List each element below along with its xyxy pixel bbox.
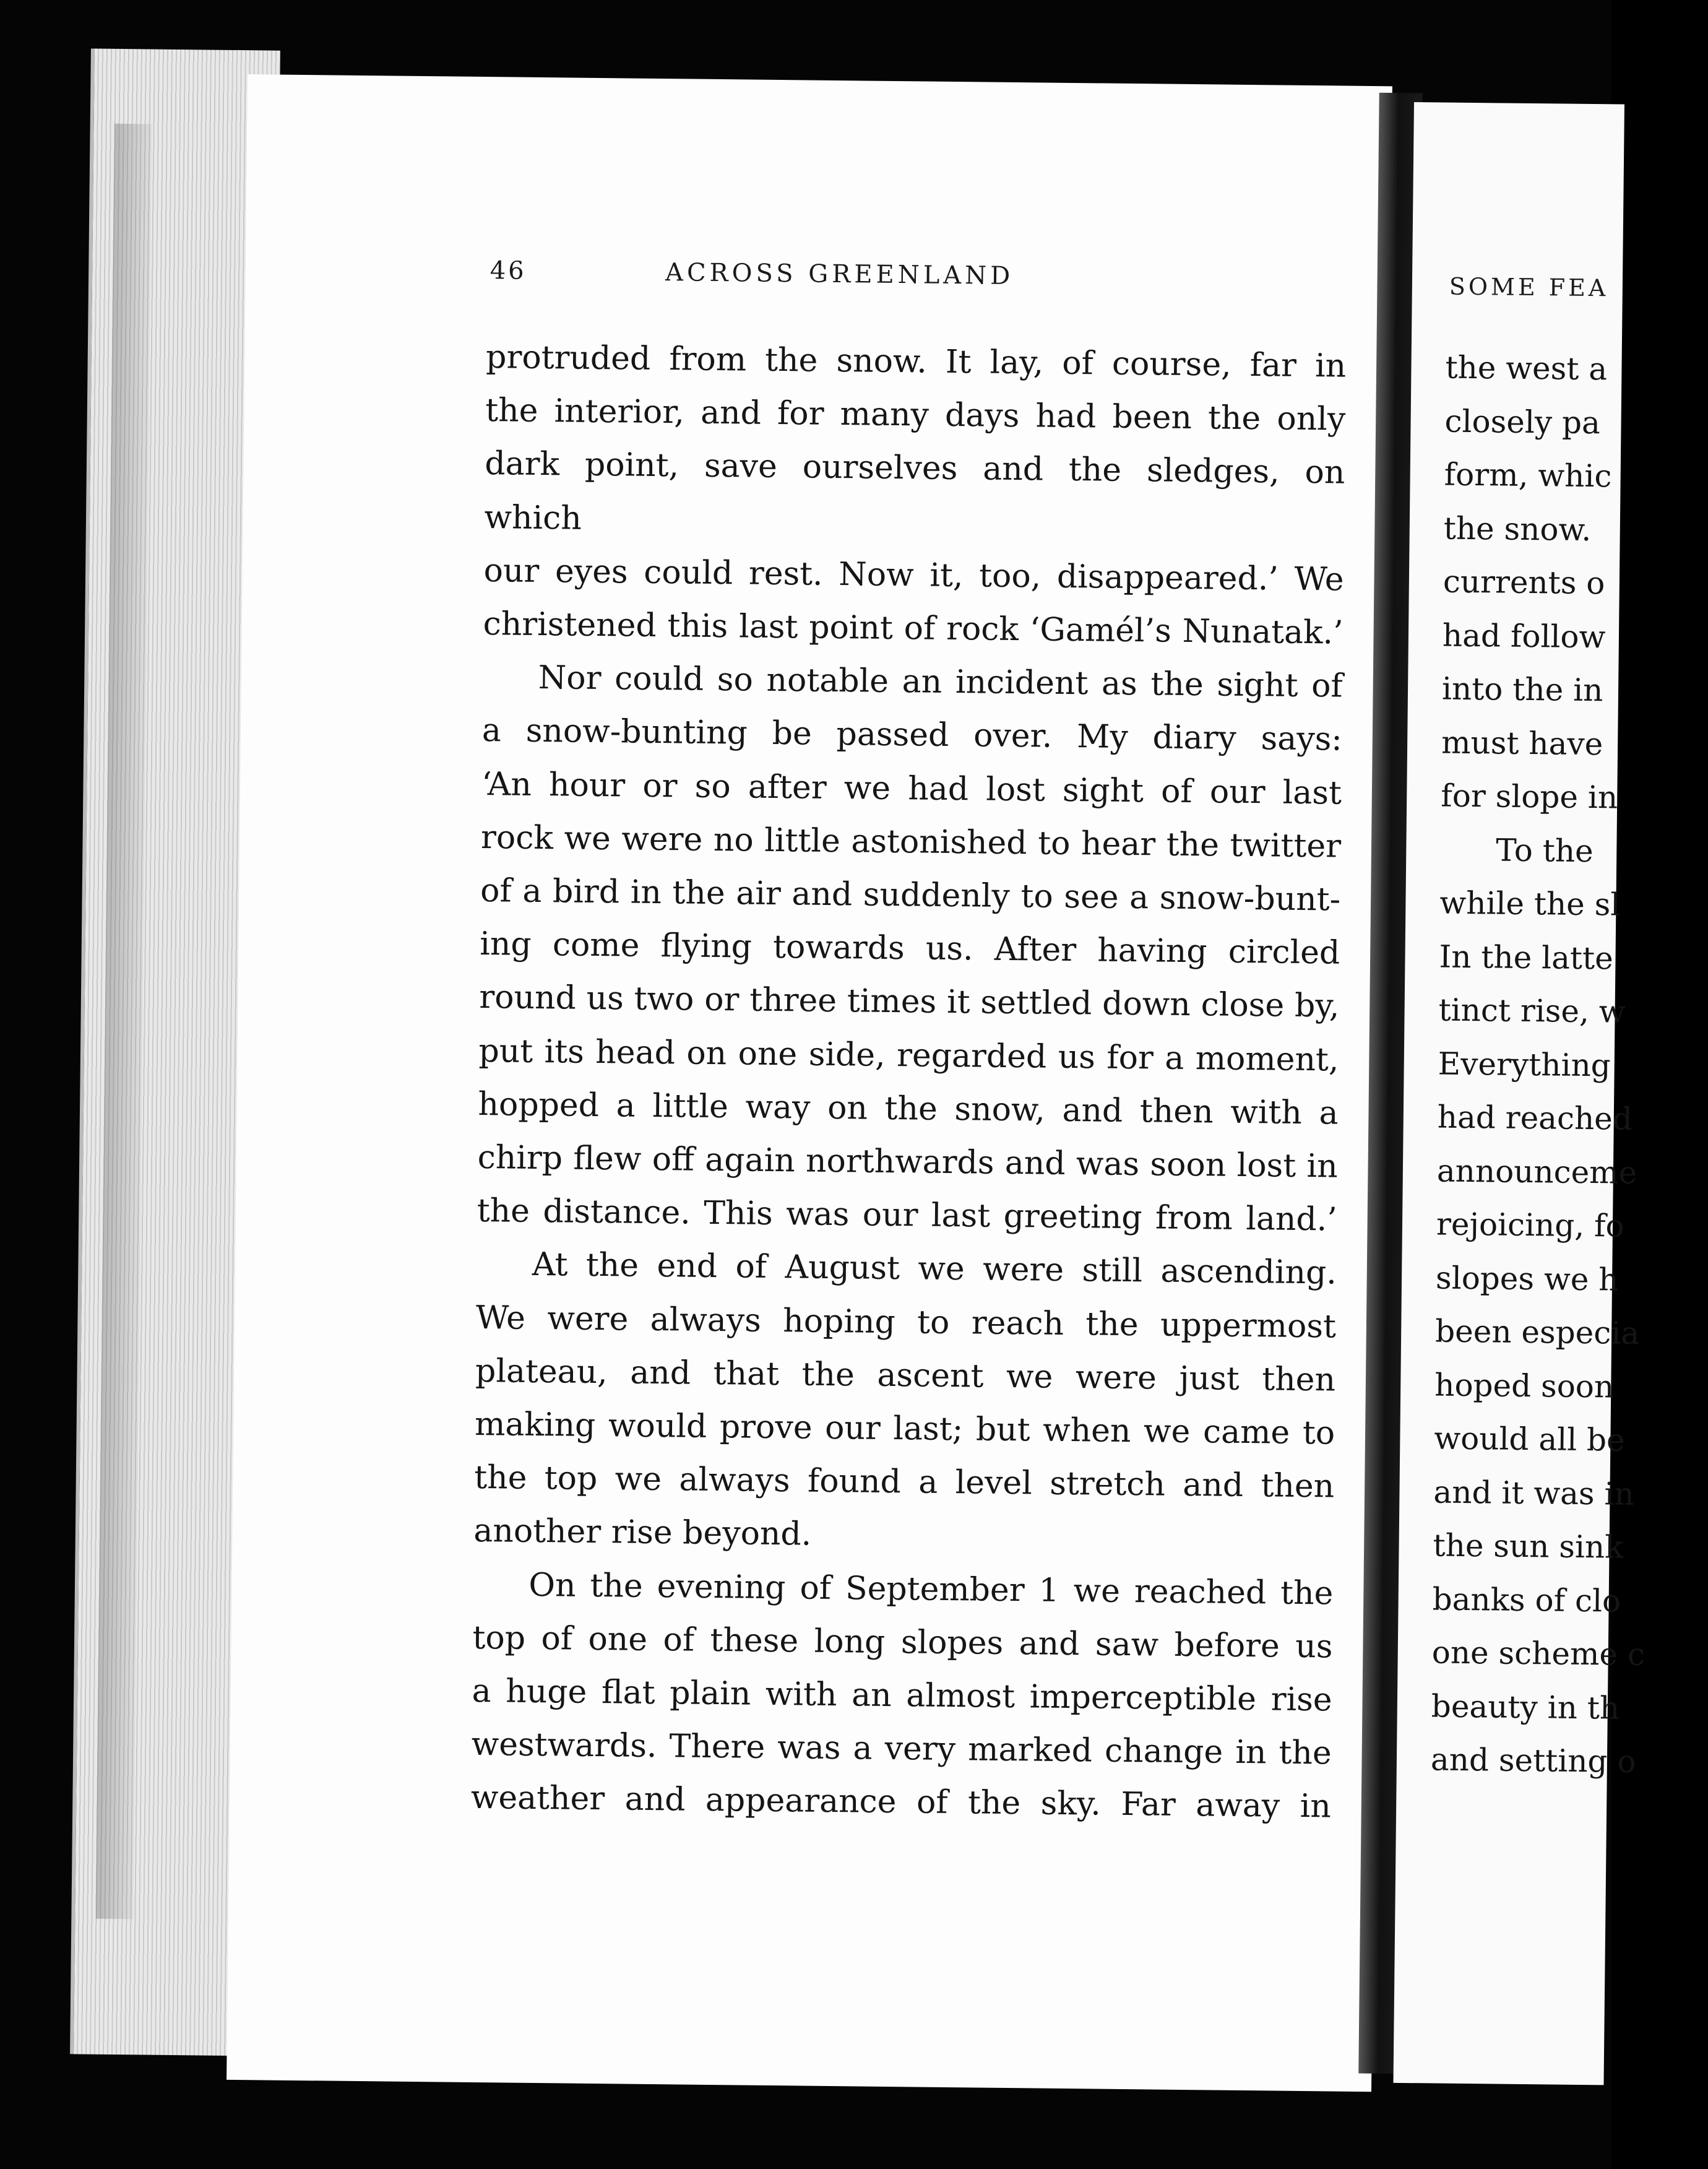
paragraph — [483, 331, 1346, 660]
paragraph — [470, 1558, 1333, 1834]
text-line: dark point, save ourselves and the sledges, on which — [484, 445, 1345, 537]
text-line: a snow-bunting be passed over. My diary says: — [481, 712, 1343, 759]
right-page — [1393, 102, 1645, 2085]
text-line: plateau, and that the ascent we were just then — [475, 1352, 1336, 1399]
text-line: To the — [1496, 831, 1594, 869]
text-line: currents o — [1443, 563, 1605, 602]
text-line: protruded from the snow. It lay, of course, far in — [485, 339, 1347, 385]
text-line: hopped a little way on the snow, and then with a — [478, 1085, 1339, 1132]
text-line: one scheme c — [1431, 1634, 1645, 1673]
text-line: ing come flying towards us. After having circled — [479, 925, 1340, 972]
text-line: westwards. There was a very marked change in the — [471, 1726, 1332, 1772]
text-line: our eyes could rest. Now it, too, disappeared.’ We — [483, 552, 1344, 599]
text-line: announceme — [1436, 1152, 1637, 1191]
text-line: the distance. This was our last greeting from land.’ — [477, 1192, 1338, 1239]
text-line: christened this last point of rock ‘Gamél’s Nunatak.’ — [483, 605, 1344, 652]
text-line: the snow. — [1443, 510, 1592, 548]
text-line: Everything — [1438, 1045, 1611, 1083]
text-line: round us two or three times it settled down close by, — [479, 979, 1340, 1025]
text-line: beauty in th — [1431, 1687, 1620, 1726]
text-line: making would prove our last; but when we came to — [474, 1406, 1335, 1452]
text-line: must have — [1441, 724, 1603, 762]
text-line: closely pa — [1444, 403, 1601, 441]
text-line: while the sl — [1439, 885, 1621, 923]
text-line: chirp flew off again northwards and was soon lost in — [477, 1139, 1338, 1185]
text-line: the top we always found a level stretch and then — [473, 1459, 1335, 1505]
text-line: the west a — [1445, 349, 1608, 387]
text-line: On the evening of September 1 we reached the — [528, 1566, 1334, 1613]
text-line: been especia — [1434, 1313, 1640, 1351]
text-line: for slope in — [1440, 777, 1618, 816]
text-line: another rise beyond. — [473, 1512, 812, 1554]
text-line: the interior, and for many days had been the only — [485, 392, 1346, 438]
text-line: Nor could so notable an incident as the sight of — [538, 659, 1344, 705]
text-line: slopes we h — [1435, 1259, 1619, 1298]
running-head-title: ACROSS GREENLAND — [665, 258, 1014, 290]
text-line: the sun sink — [1433, 1527, 1624, 1565]
text-line: rock we were no little astonished to hear the twitter — [480, 818, 1342, 865]
left-body-text — [470, 331, 1346, 1833]
text-line: top of one of these long slopes and saw before us — [472, 1619, 1333, 1666]
text-line: hoped soon — [1434, 1366, 1615, 1405]
text-line: put its head on one side, regarded us for a moment, — [478, 1032, 1339, 1079]
text-line: tinct rise, w — [1438, 992, 1626, 1030]
right-body-text — [1431, 341, 1706, 1790]
paragraph — [477, 651, 1343, 1247]
text-line: rejoicing, fo — [1436, 1206, 1624, 1244]
page-number: 46 — [490, 256, 527, 285]
text-line: weather and appearance of the sky. Far away in — [470, 1779, 1332, 1825]
text-line: form, whic — [1444, 456, 1612, 495]
text-line: into the in — [1441, 670, 1603, 709]
text-line: and setting o — [1430, 1741, 1636, 1780]
text-line: would all be — [1434, 1420, 1625, 1458]
text-line: had follow — [1442, 617, 1606, 655]
text-line: banks of clo — [1432, 1580, 1621, 1619]
text-line: ‘An hour or so after we had lost sight of our last — [481, 765, 1342, 812]
text-line: a huge flat plain with an almost imperceptible rise — [472, 1673, 1332, 1719]
text-line: We were always hoping to reach the uppermost — [475, 1299, 1337, 1346]
text-line: had reached — [1437, 1099, 1633, 1137]
left-running-head — [245, 254, 1391, 303]
text-line: and it was in — [1433, 1473, 1635, 1512]
text-line: In the latte — [1439, 938, 1614, 976]
left-page — [226, 74, 1392, 2092]
text-line: At the end of August we were still ascending. — [532, 1246, 1337, 1292]
text-line: of a bird in the air and suddenly to see a snow-bunt- — [480, 872, 1341, 919]
right-running-head: SOME FEA — [1449, 272, 1609, 302]
paragraph — [473, 1237, 1337, 1567]
